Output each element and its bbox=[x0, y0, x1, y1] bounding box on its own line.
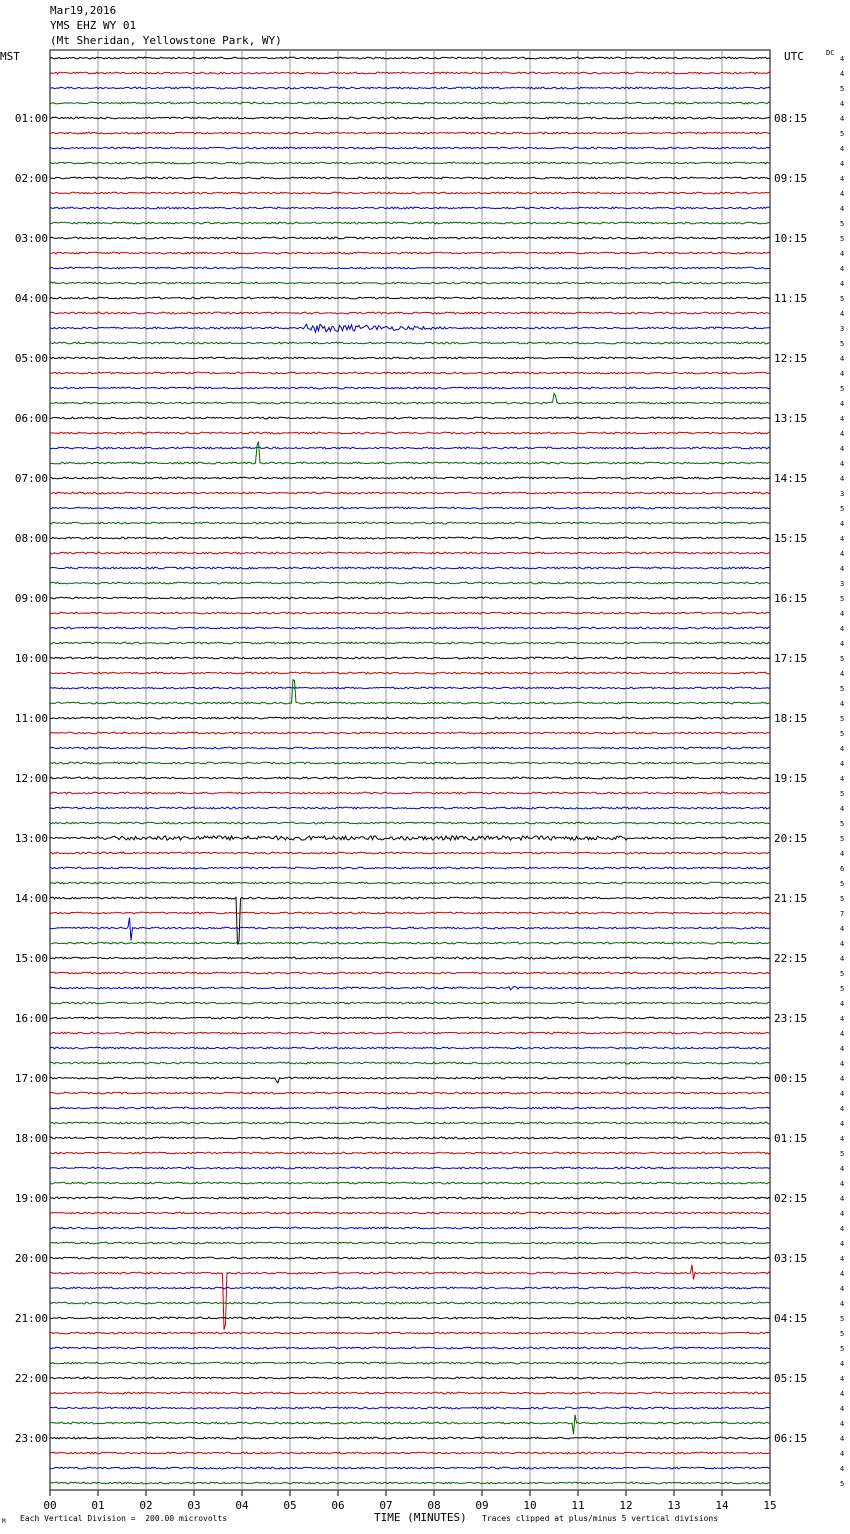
trace-line bbox=[50, 147, 770, 149]
dc-value: 4 bbox=[840, 1045, 845, 1053]
trace-line bbox=[50, 732, 770, 734]
trace-line bbox=[50, 192, 770, 194]
trace-line bbox=[50, 852, 770, 854]
dc-value: 5 bbox=[840, 730, 845, 738]
dc-value: 4 bbox=[840, 175, 845, 183]
utc-hour-label: 10:15 bbox=[774, 232, 808, 245]
dc-value: 4 bbox=[840, 1435, 845, 1443]
dc-value: 4 bbox=[840, 1090, 845, 1098]
dc-value: 4 bbox=[840, 1135, 845, 1143]
dc-value: 4 bbox=[840, 370, 845, 378]
trace-line bbox=[50, 492, 770, 494]
trace-line bbox=[50, 1302, 770, 1304]
mst-hour-label: 04:00 bbox=[14, 292, 48, 305]
dc-value: 4 bbox=[840, 70, 845, 78]
dc-value: 4 bbox=[840, 445, 845, 453]
station-code: YMS EHZ WY 01 bbox=[50, 19, 137, 32]
utc-hour-label: 04:15 bbox=[774, 1312, 808, 1325]
trace-line bbox=[50, 477, 770, 479]
x-tick-label: 13 bbox=[667, 1499, 681, 1512]
dc-value: 4 bbox=[840, 925, 845, 933]
trace-line bbox=[50, 267, 770, 269]
corner-mark: M bbox=[2, 1518, 6, 1525]
dc-value: 5 bbox=[840, 895, 845, 903]
dc-value: 5 bbox=[840, 835, 845, 843]
trace-line bbox=[50, 1317, 770, 1319]
utc-hour-label: 00:15 bbox=[774, 1072, 808, 1085]
mst-hour-label: 03:00 bbox=[14, 232, 48, 245]
dc-value: 4 bbox=[840, 700, 845, 708]
dc-value: 4 bbox=[840, 1240, 845, 1248]
trace-line bbox=[50, 777, 770, 779]
left-timezone-label: MST bbox=[0, 50, 20, 63]
dc-value: 4 bbox=[840, 1030, 845, 1038]
trace-line bbox=[50, 132, 770, 134]
mst-hour-label: 14:00 bbox=[14, 892, 48, 905]
utc-hour-label: 05:15 bbox=[774, 1372, 808, 1385]
dc-value: 4 bbox=[840, 1390, 845, 1398]
dc-value: 4 bbox=[840, 1075, 845, 1083]
dc-value: 4 bbox=[840, 1195, 845, 1203]
trace-line bbox=[50, 942, 770, 944]
mst-hour-label: 23:00 bbox=[14, 1432, 48, 1445]
utc-hour-label: 02:15 bbox=[774, 1192, 808, 1205]
x-tick-label: 09 bbox=[475, 1499, 489, 1512]
dc-value: 7 bbox=[840, 910, 845, 918]
mst-hour-label: 10:00 bbox=[14, 652, 48, 665]
mst-hour-label: 01:00 bbox=[14, 112, 48, 125]
utc-hour-label: 15:15 bbox=[774, 532, 808, 545]
utc-hour-label: 13:15 bbox=[774, 412, 808, 425]
trace-line bbox=[50, 687, 770, 689]
dc-value: 5 bbox=[840, 1150, 845, 1158]
trace-line bbox=[50, 237, 770, 239]
mst-hour-label: 18:00 bbox=[14, 1132, 48, 1145]
trace-line bbox=[50, 1182, 770, 1184]
trace-line bbox=[50, 1242, 770, 1244]
x-tick-label: 10 bbox=[523, 1499, 537, 1512]
trace-line bbox=[50, 102, 770, 104]
utc-hour-label: 18:15 bbox=[774, 712, 808, 725]
trace-line bbox=[50, 1362, 770, 1364]
dc-value: 4 bbox=[840, 1270, 845, 1278]
dc-value: 4 bbox=[840, 1060, 845, 1068]
dc-value: 4 bbox=[840, 610, 845, 618]
trace-line bbox=[50, 897, 770, 944]
trace-line bbox=[50, 1047, 770, 1049]
trace-line bbox=[50, 387, 770, 389]
trace-line bbox=[50, 1062, 770, 1064]
x-tick-label: 05 bbox=[283, 1499, 297, 1512]
dc-value: 5 bbox=[840, 655, 845, 663]
right-timezone-label: UTC bbox=[784, 50, 804, 63]
dc-value: 4 bbox=[840, 1255, 845, 1263]
mst-hour-label: 17:00 bbox=[14, 1072, 48, 1085]
trace-line bbox=[50, 680, 770, 704]
trace-line bbox=[50, 552, 770, 554]
dc-value: 4 bbox=[840, 955, 845, 963]
dc-value: 5 bbox=[840, 970, 845, 978]
dc-value: 4 bbox=[840, 565, 845, 573]
trace-line bbox=[50, 918, 770, 941]
trace-line bbox=[50, 87, 770, 89]
mst-hour-label: 11:00 bbox=[14, 712, 48, 725]
trace-line bbox=[50, 1347, 770, 1349]
mst-hour-label: 05:00 bbox=[14, 352, 48, 365]
trace-line bbox=[50, 627, 770, 629]
dc-value: 4 bbox=[840, 760, 845, 768]
trace-line bbox=[50, 394, 770, 404]
x-tick-label: 02 bbox=[139, 1499, 153, 1512]
dc-value: 4 bbox=[840, 1120, 845, 1128]
trace-line bbox=[50, 1167, 770, 1169]
trace-line bbox=[50, 642, 770, 644]
dc-value: 4 bbox=[840, 1000, 845, 1008]
dc-value: 4 bbox=[840, 1360, 845, 1368]
dc-value: 4 bbox=[840, 1450, 845, 1458]
utc-hour-label: 19:15 bbox=[774, 772, 808, 785]
trace-line bbox=[50, 72, 770, 74]
trace-line bbox=[50, 507, 770, 509]
dc-value: 4 bbox=[840, 355, 845, 363]
dc-value: 5 bbox=[840, 595, 845, 603]
utc-hour-label: 23:15 bbox=[774, 1012, 808, 1025]
utc-hour-label: 14:15 bbox=[774, 472, 808, 485]
trace-line bbox=[50, 297, 770, 299]
trace-line bbox=[50, 657, 770, 659]
trace-line bbox=[50, 342, 770, 344]
trace-line bbox=[50, 1107, 770, 1109]
trace-line bbox=[50, 717, 770, 719]
trace-line bbox=[50, 1137, 770, 1139]
dc-value: 5 bbox=[840, 715, 845, 723]
trace-line bbox=[50, 372, 770, 374]
dc-value: 4 bbox=[840, 100, 845, 108]
trace-line bbox=[50, 1092, 770, 1094]
trace-line bbox=[50, 957, 770, 959]
trace-line bbox=[50, 1332, 770, 1334]
utc-hour-label: 08:15 bbox=[774, 112, 808, 125]
trace-line bbox=[50, 417, 770, 419]
trace-line bbox=[50, 747, 770, 749]
dc-value: 5 bbox=[840, 220, 845, 228]
dc-value: 4 bbox=[840, 250, 845, 258]
trace-line bbox=[50, 177, 770, 179]
trace-line bbox=[50, 567, 770, 569]
utc-hour-label: 09:15 bbox=[774, 172, 808, 185]
dc-value: 4 bbox=[840, 265, 845, 273]
trace-line bbox=[50, 117, 770, 119]
trace-line bbox=[50, 1077, 770, 1083]
mst-hour-label: 02:00 bbox=[14, 172, 48, 185]
trace-line bbox=[50, 1002, 770, 1004]
dc-value: 4 bbox=[840, 1375, 845, 1383]
x-tick-label: 12 bbox=[619, 1499, 633, 1512]
dc-value: 5 bbox=[840, 235, 845, 243]
dc-value: 5 bbox=[840, 1345, 845, 1353]
dc-value: 4 bbox=[840, 310, 845, 318]
dc-value: 5 bbox=[840, 295, 845, 303]
dc-value: 4 bbox=[840, 535, 845, 543]
utc-hour-label: 16:15 bbox=[774, 592, 808, 605]
clipping-note: Traces clipped at plus/minus 5 vertical divisions bbox=[482, 1514, 719, 1523]
trace-line bbox=[50, 987, 770, 990]
dc-value: 4 bbox=[840, 670, 845, 678]
dc-value: 4 bbox=[840, 1015, 845, 1023]
x-axis-title: TIME (MINUTES) bbox=[374, 1511, 467, 1524]
mst-hour-label: 07:00 bbox=[14, 472, 48, 485]
utc-hour-label: 21:15 bbox=[774, 892, 808, 905]
plot-date: Mar19,2016 bbox=[50, 4, 117, 17]
trace-line bbox=[50, 1257, 770, 1259]
trace-line bbox=[50, 222, 770, 224]
dc-value: 4 bbox=[840, 280, 845, 288]
trace-line bbox=[50, 792, 770, 794]
dc-value: 4 bbox=[840, 640, 845, 648]
dc-value: 4 bbox=[840, 850, 845, 858]
dc-value: 5 bbox=[840, 385, 845, 393]
mst-hour-label: 08:00 bbox=[14, 532, 48, 545]
trace-line bbox=[50, 1227, 770, 1229]
x-tick-label: 15 bbox=[763, 1499, 777, 1512]
trace-line bbox=[50, 1265, 770, 1330]
dc-value: 4 bbox=[840, 1180, 845, 1188]
dc-column-label: DC bbox=[826, 49, 835, 57]
dc-value: 4 bbox=[840, 205, 845, 213]
trace-line bbox=[50, 1392, 770, 1394]
dc-value: 4 bbox=[840, 520, 845, 528]
dc-value: 4 bbox=[840, 55, 845, 63]
trace-line bbox=[50, 207, 770, 209]
dc-value: 5 bbox=[840, 985, 845, 993]
trace-line bbox=[50, 1287, 770, 1289]
trace-line bbox=[50, 1032, 770, 1034]
dc-value: 4 bbox=[840, 1300, 845, 1308]
trace-line bbox=[50, 972, 770, 974]
trace-line bbox=[50, 1407, 770, 1409]
trace-line bbox=[50, 836, 770, 840]
dc-value: 6 bbox=[840, 865, 845, 873]
trace-line bbox=[50, 1437, 770, 1439]
utc-hour-label: 17:15 bbox=[774, 652, 808, 665]
vertical-scale-note: Each Vertical Division = 200.00 microvolts bbox=[20, 1514, 228, 1523]
dc-value: 5 bbox=[840, 1480, 845, 1488]
dc-value: 4 bbox=[840, 1225, 845, 1233]
trace-line bbox=[50, 312, 770, 314]
dc-value: 4 bbox=[840, 460, 845, 468]
trace-line bbox=[50, 582, 770, 584]
dc-value: 4 bbox=[840, 145, 845, 153]
x-tick-label: 14 bbox=[715, 1499, 729, 1512]
utc-hour-label: 12:15 bbox=[774, 352, 808, 365]
dc-value: 4 bbox=[840, 415, 845, 423]
trace-line bbox=[50, 1377, 770, 1379]
trace-line bbox=[50, 252, 770, 254]
trace-line bbox=[50, 357, 770, 359]
mst-hour-label: 19:00 bbox=[14, 1192, 48, 1205]
dc-value: 5 bbox=[840, 1315, 845, 1323]
trace-line bbox=[50, 1467, 770, 1469]
dc-value: 5 bbox=[840, 880, 845, 888]
mst-hour-label: 22:00 bbox=[14, 1372, 48, 1385]
dc-value: 4 bbox=[840, 1465, 845, 1473]
mst-hour-label: 20:00 bbox=[14, 1252, 48, 1265]
dc-value: 4 bbox=[840, 115, 845, 123]
mst-hour-label: 16:00 bbox=[14, 1012, 48, 1025]
dc-value: 5 bbox=[840, 820, 845, 828]
trace-line bbox=[50, 522, 770, 524]
dc-value: 4 bbox=[840, 1210, 845, 1218]
trace-line bbox=[50, 762, 770, 764]
trace-line bbox=[50, 57, 770, 59]
trace-line bbox=[50, 1482, 770, 1484]
dc-value: 4 bbox=[840, 550, 845, 558]
x-tick-label: 07 bbox=[379, 1499, 393, 1512]
x-tick-label: 03 bbox=[187, 1499, 201, 1512]
dc-value: 4 bbox=[840, 1285, 845, 1293]
trace-line bbox=[50, 912, 770, 914]
dc-value: 4 bbox=[840, 940, 845, 948]
dc-value: 5 bbox=[840, 340, 845, 348]
dc-value: 3 bbox=[840, 490, 845, 498]
trace-line bbox=[50, 1152, 770, 1154]
dc-value: 5 bbox=[840, 1330, 845, 1338]
dc-value: 5 bbox=[840, 85, 845, 93]
trace-line bbox=[50, 597, 770, 599]
trace-line bbox=[50, 282, 770, 284]
dc-value: 4 bbox=[840, 1165, 845, 1173]
trace-line bbox=[50, 1452, 770, 1454]
x-tick-label: 01 bbox=[91, 1499, 105, 1512]
utc-hour-label: 01:15 bbox=[774, 1132, 808, 1145]
dc-value: 3 bbox=[840, 580, 845, 588]
dc-value: 5 bbox=[840, 505, 845, 513]
dc-value: 5 bbox=[840, 685, 845, 693]
dc-value: 4 bbox=[840, 775, 845, 783]
dc-value: 4 bbox=[840, 1105, 845, 1113]
dc-value: 4 bbox=[840, 1405, 845, 1413]
x-tick-label: 00 bbox=[43, 1499, 57, 1512]
trace-line bbox=[50, 442, 770, 464]
trace-line bbox=[50, 162, 770, 164]
dc-value: 5 bbox=[840, 130, 845, 138]
trace-line bbox=[50, 822, 770, 824]
dc-value: 4 bbox=[840, 1420, 845, 1428]
dc-value: 4 bbox=[840, 475, 845, 483]
dc-value: 4 bbox=[840, 430, 845, 438]
mst-hour-label: 09:00 bbox=[14, 592, 48, 605]
dc-value: 5 bbox=[840, 790, 845, 798]
utc-hour-label: 22:15 bbox=[774, 952, 808, 965]
trace-line bbox=[50, 867, 770, 869]
station-location: (Mt Sheridan, Yellowstone Park, WY) bbox=[50, 34, 282, 47]
trace-line bbox=[50, 612, 770, 614]
mst-hour-label: 13:00 bbox=[14, 832, 48, 845]
x-tick-label: 08 bbox=[427, 1499, 441, 1512]
trace-line bbox=[50, 1197, 770, 1199]
dc-value: 4 bbox=[840, 745, 845, 753]
utc-hour-label: 03:15 bbox=[774, 1252, 808, 1265]
mst-hour-label: 12:00 bbox=[14, 772, 48, 785]
x-tick-label: 11 bbox=[571, 1499, 585, 1512]
mst-hour-label: 06:00 bbox=[14, 412, 48, 425]
trace-line bbox=[50, 447, 770, 449]
utc-hour-label: 20:15 bbox=[774, 832, 808, 845]
dc-value: 4 bbox=[840, 190, 845, 198]
trace-line bbox=[50, 1415, 770, 1435]
trace-line bbox=[50, 807, 770, 809]
dc-value: 4 bbox=[840, 160, 845, 168]
trace-line bbox=[50, 537, 770, 539]
trace-line bbox=[50, 1122, 770, 1124]
dc-value: 4 bbox=[840, 805, 845, 813]
x-tick-label: 06 bbox=[331, 1499, 345, 1512]
trace-line bbox=[50, 432, 770, 434]
trace-line bbox=[50, 882, 770, 884]
trace-line bbox=[50, 1212, 770, 1214]
dc-value: 4 bbox=[840, 400, 845, 408]
dc-value: 4 bbox=[840, 625, 845, 633]
trace-line bbox=[50, 672, 770, 674]
x-tick-label: 04 bbox=[235, 1499, 249, 1512]
trace-line bbox=[50, 1017, 770, 1019]
utc-hour-label: 11:15 bbox=[774, 292, 808, 305]
mst-hour-label: 15:00 bbox=[14, 952, 48, 965]
mst-hour-label: 21:00 bbox=[14, 1312, 48, 1325]
utc-hour-label: 06:15 bbox=[774, 1432, 808, 1445]
dc-value: 3 bbox=[840, 325, 845, 333]
trace-line bbox=[50, 324, 770, 332]
